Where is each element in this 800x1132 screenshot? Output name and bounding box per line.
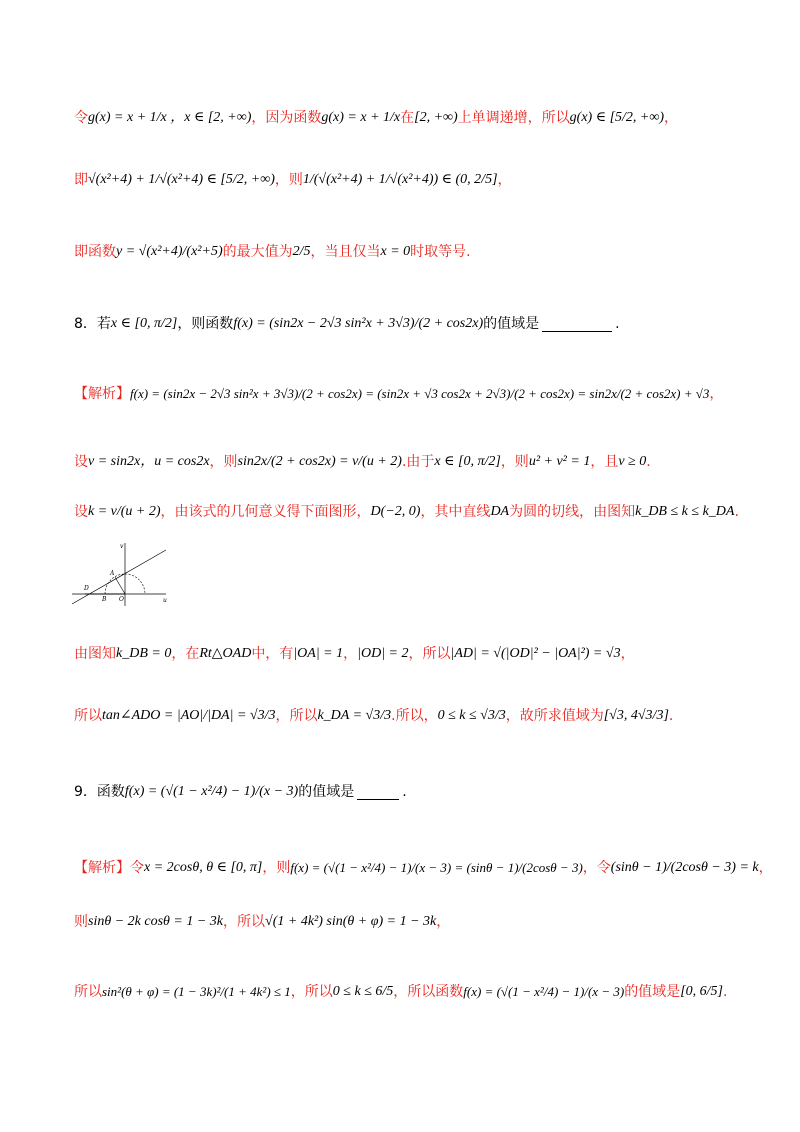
u-axis-label: u bbox=[163, 597, 167, 604]
point-d-label: D bbox=[84, 585, 89, 592]
formula-oa: |OA| = 1 bbox=[293, 646, 344, 661]
solution-line-2 bbox=[74, 170, 760, 190]
text: . bbox=[668, 708, 674, 724]
text: ，且 bbox=[590, 454, 619, 470]
text: 所以 bbox=[74, 708, 102, 724]
text: 设 bbox=[74, 504, 88, 520]
analysis-tag: 【解析】 bbox=[74, 860, 130, 876]
text: ，所以 bbox=[275, 708, 318, 724]
text: . bbox=[615, 316, 620, 332]
analysis-tag: 【解析】 bbox=[74, 386, 130, 402]
text: ，则 bbox=[274, 172, 303, 188]
text: 令 bbox=[74, 110, 88, 126]
formula-kdb: k_DB = 0 bbox=[116, 646, 172, 661]
formula-k-bounds: k_DB ≤ k ≤ k_DA bbox=[635, 504, 735, 519]
formula-y: y = √(x²+4)/(x²+5) bbox=[116, 244, 223, 259]
text: ，所以 bbox=[290, 984, 333, 1000]
text: .由于 bbox=[401, 454, 435, 470]
text: 的最大值为 bbox=[222, 244, 293, 260]
solution-8-line-1 bbox=[74, 384, 760, 404]
solution-8-line-4 bbox=[74, 644, 760, 664]
text: . bbox=[722, 984, 728, 1000]
text: ， bbox=[497, 172, 512, 188]
text: ，其中直线 bbox=[420, 504, 491, 520]
question-8 bbox=[74, 314, 760, 334]
formula-inequality: sin²(θ + φ) = (1 − 3k)²/(1 + 4k²) ≤ 1 bbox=[102, 984, 291, 999]
text: ， bbox=[664, 110, 679, 126]
text: ， bbox=[709, 386, 724, 402]
answer-blank bbox=[542, 317, 612, 332]
formula-point-d: D(−2, 0) bbox=[370, 504, 421, 519]
formula-sqrt-range: √(x²+4) + 1/√(x²+4) ∈ [5/2, +∞) bbox=[88, 172, 275, 187]
question-number: 9．函数 bbox=[74, 784, 125, 800]
text: ， bbox=[620, 646, 635, 662]
text: 中，有 bbox=[251, 646, 294, 662]
text: ， bbox=[758, 860, 773, 876]
text: ，令 bbox=[582, 860, 611, 876]
text: ，则函数 bbox=[177, 316, 234, 332]
formula-ratio: sin2x/(2 + cos2x) = v/(u + 2) bbox=[237, 454, 402, 469]
text: 则 bbox=[74, 914, 88, 930]
text: 的值域是 bbox=[483, 316, 540, 332]
text: 令 bbox=[130, 860, 144, 876]
text: ，由该式的几何意义得下面图形， bbox=[160, 504, 371, 520]
question-number: 8．若 bbox=[74, 316, 111, 332]
text: . bbox=[402, 784, 407, 800]
formula-k-range: 0 ≤ k ≤ √3/3 bbox=[437, 708, 506, 723]
text: ， bbox=[343, 646, 358, 662]
question-9 bbox=[74, 782, 760, 802]
solution-line-1 bbox=[74, 108, 760, 128]
geometry-figure bbox=[70, 540, 170, 608]
text: ，所以 bbox=[223, 914, 266, 930]
formula-g: g(x) = x + 1/x bbox=[321, 110, 401, 125]
formula-k-def: (sinθ − 1)/(2cosθ − 3) = k bbox=[610, 860, 759, 875]
text: ，因为函数 bbox=[251, 110, 322, 126]
solution-9-line-1 bbox=[74, 858, 773, 878]
point-o-label: O bbox=[119, 596, 124, 603]
text: ，则 bbox=[500, 454, 529, 470]
formula-ad: |AD| = √(|OD|² − |OA|²) = √3 bbox=[450, 646, 621, 661]
formula-linear: sinθ − 2k cosθ = 1 − 3k bbox=[88, 914, 224, 929]
text: 由图知 bbox=[74, 646, 116, 662]
formula-k: k = v/(u + 2) bbox=[88, 504, 161, 519]
formula-da: DA bbox=[490, 504, 510, 519]
text: 上单调递增，所以 bbox=[457, 110, 570, 126]
v-axis-label: v bbox=[120, 543, 124, 550]
text: ，所以函数 bbox=[393, 984, 464, 1000]
text: .所以， bbox=[391, 708, 438, 724]
text: 即 bbox=[74, 172, 88, 188]
solution-line-3 bbox=[74, 242, 760, 262]
formula-f: f(x) = (sin2x − 2√3 sin²x + 3√3)/(2 + cos2x) bbox=[233, 316, 484, 331]
formula-domain: x ∈ [0, π/2] bbox=[110, 316, 178, 331]
formula-interval: [2, +∞) bbox=[414, 110, 458, 125]
formula-f-theta: f(x) = (√(1 − x²/4) − 1)/(x − 3) = (sinθ − 1)/(2cosθ − 3) bbox=[290, 860, 583, 875]
formula-triangle: Rt△OAD bbox=[199, 646, 252, 661]
formula-domain: x ∈ [0, π/2] bbox=[434, 454, 501, 469]
point-b-label: B bbox=[102, 596, 107, 603]
text: 的值域是 bbox=[298, 784, 355, 800]
solution-8-line-2 bbox=[74, 452, 760, 472]
formula-od: |OD| = 2 bbox=[357, 646, 409, 661]
formula-answer-8: [√3, 4√3/3] bbox=[603, 708, 669, 723]
solution-9-line-2 bbox=[74, 912, 760, 932]
solution-9-line-3 bbox=[74, 982, 760, 1002]
text: 的值域是 bbox=[624, 984, 681, 1000]
formula-f-transform: f(x) = (sin2x − 2√3 sin²x + 3√3)/(2 + cos2x) = (sin2x + √3 cos2x + 2√3)/(2 + cos2x) = sin2x/(2 + cos2x) + √3 bbox=[130, 386, 710, 401]
formula-kda: k_DA = √3/3 bbox=[317, 708, 392, 723]
formula-f: f(x) = (√(1 − x²/4) − 1)/(x − 3) bbox=[124, 784, 299, 799]
formula-g-range: g(x) ∈ [5/2, +∞) bbox=[569, 110, 665, 125]
text: ，则 bbox=[262, 860, 291, 876]
text: 所以 bbox=[74, 984, 102, 1000]
text: 时取等号. bbox=[410, 244, 471, 260]
text: . bbox=[734, 504, 739, 520]
formula-k-range: 0 ≤ k ≤ 6/5 bbox=[332, 984, 394, 999]
radius-oa bbox=[115, 577, 125, 594]
formula-circle: u² + v² = 1 bbox=[528, 454, 591, 469]
answer-blank bbox=[357, 785, 399, 800]
formula-x0: x = 0 bbox=[380, 244, 411, 259]
solution-8-line-5 bbox=[74, 706, 760, 726]
point-a-label: A bbox=[110, 570, 115, 577]
solution-8-line-3 bbox=[74, 502, 760, 522]
text: ， bbox=[436, 914, 451, 930]
text: 在 bbox=[400, 110, 415, 126]
formula-substitution: v = sin2x，u = cos2x bbox=[88, 454, 210, 469]
formula-sub: x = 2cosθ, θ ∈ [0, π] bbox=[144, 860, 263, 875]
formula-answer-9: [0, 6/5] bbox=[680, 984, 723, 999]
text: ，当且仅当 bbox=[310, 244, 381, 260]
formula-max: 2/5 bbox=[292, 244, 311, 259]
text: ，所以 bbox=[408, 646, 451, 662]
text: 设 bbox=[74, 454, 88, 470]
formula-v-nonneg: v ≥ 0 bbox=[618, 454, 647, 469]
formula-f: f(x) = (√(1 − x²/4) − 1)/(x − 3) bbox=[463, 984, 625, 999]
text: ，则 bbox=[209, 454, 238, 470]
formula-amplitude: √(1 + 4k²) sin(θ + φ) = 1 − 3k bbox=[265, 914, 437, 929]
formula-g-def: g(x) = x + 1/x ，x ∈ [2, +∞) bbox=[88, 110, 252, 125]
text: ，在 bbox=[171, 646, 200, 662]
text: 即函数 bbox=[74, 244, 116, 260]
text: 为圆的切线，由图知 bbox=[509, 504, 636, 520]
formula-tan: tan∠ADO = |AO|/|DA| = √3/3 bbox=[102, 708, 276, 723]
text: . bbox=[646, 454, 651, 470]
formula-reciprocal-range: 1/(√(x²+4) + 1/√(x²+4)) ∈ (0, 2/5] bbox=[302, 172, 498, 187]
text: ，故所求值域为 bbox=[505, 708, 604, 724]
